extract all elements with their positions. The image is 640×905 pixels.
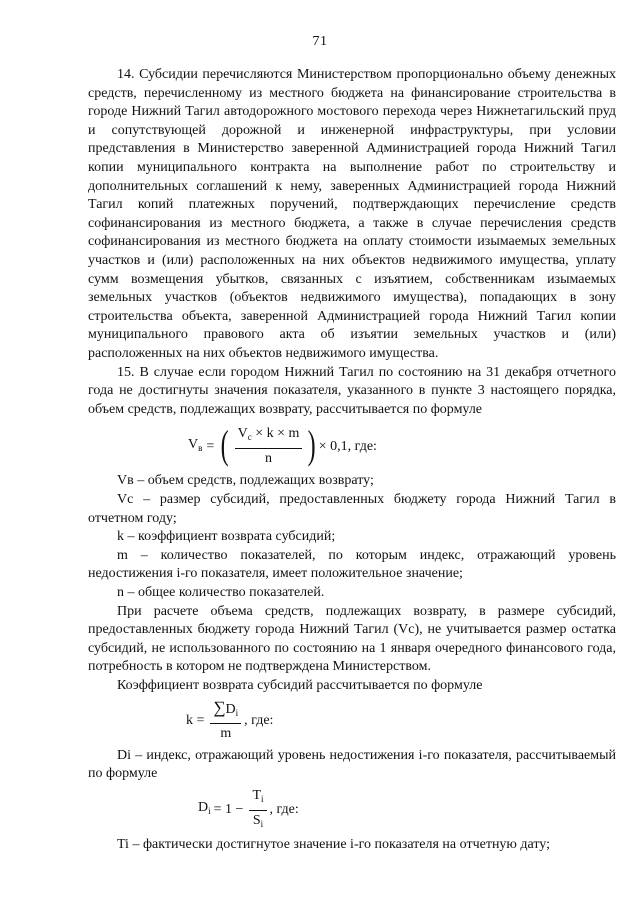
formula1-tail: × 0,1, где:: [318, 438, 377, 454]
formula1-lhs: $V_в$: [188, 437, 203, 454]
formula2-tail: , где:: [244, 712, 274, 728]
formula2-lhs: k =: [186, 712, 205, 728]
formula1-fraction: $\frac{V_с \times k \times m}{n}$: [235, 425, 303, 468]
paragraph-coefficient: Коэффициент возврата субсидий рассчитывается по формуле: [117, 678, 483, 693]
definition-m: m – количество показателей, по которым индекс, отражающий уровень недостижения i-го показателя, имеет положительное значение;: [88, 547, 616, 582]
formula-index: [198, 787, 616, 833]
formula3-fraction: $\frac{T_i}{S_i}$: [249, 787, 266, 833]
formula3-eq: = 1 −: [213, 801, 244, 817]
formula-return-volume: $V_в$ = ( $\frac{V_с \times k \times m}{n}$ ) × 0,1, где:: [188, 421, 377, 467]
formula-coefficient: [186, 699, 616, 744]
definition-n: n – общее количество показателей.: [117, 585, 325, 601]
definition-vv: Vв – объем средств, подлежащих возврату;: [117, 473, 374, 489]
formula3-tail: , где:: [269, 801, 299, 817]
page-number: 71: [312, 34, 328, 49]
paragraph-calculation: При расчете объема средств, подлежащих возврату, в размере субсидий, предоставленных бюджету города Нижний Тагил (Vс), не учитывается размер остатка субсидий, не использованного по состоянию на 1 января очередного финансового года, потребность в котором не подтверждена Министерством.: [88, 603, 616, 675]
paragraph-14: 14. Субсидии перечисляются Министерством пропорционально объему денежных средств, перечисленному из местного бюджета на финансирование строительства в городе Нижний Тагил автодорожного мостового перехода через Нижнетагильский пруд и сопутствующей дорожной и инженерной инфраструктуры, при условии представления в Министерство заверенной Администрацией города Нижний Тагил копии муниципального контракта на выполнение работ по строительству и дополнительных соглашений к нему, заверенных Администрацией города Нижний Тагил копий платежных поручений, подтверждающих перечисление средств софинансирования из местного бюджета, а также в случае перечисления средств софинансирования из местного бюджета на оплату стоимости изымаемых земельных участков и (или) расположенных на них объектов недвижимого имущества, уплату сумм возмещения убытков, связанных с изъятием, собственникам изымаемых земельных участков (объектов недвижимого имущества), попадающих в зону строительства объекта, заверенной Администрацией города Нижний Тагил копии муниципального правового акта об изъятии земельных участков и (или) расположенных на них объектов недвижимого имущества.: [88, 67, 616, 361]
document-body: [88, 66, 616, 855]
definition-k: k – коэффициент возврата субсидий;: [117, 529, 336, 545]
formula1-eq: =: [206, 438, 215, 454]
definition-ti: Ti – фактически достигнутое значение i-го показателя на отчетную дату;: [117, 837, 551, 853]
formula2-fraction: $\frac{\sum D_i}{m}$: [210, 699, 241, 744]
definition-vc: Vс – размер субсидий, предоставленных бюджету города Нижний Тагил в отчетном году;: [88, 492, 616, 526]
formula3-lhs: $D_i$: [198, 800, 211, 817]
paragraph-15: 15. В случае если городом Нижний Тагил по состоянию на 31 декабря отчетного года не достигнуты значения показателя, указанного в пункте 3 настоящего порядка, объем средств, подлежащих возврату, рассчитывается по формуле: [88, 364, 616, 417]
definition-di: Di – индекс, отражающий уровень недостижения i-го показателя, рассчитываемый по формуле: [88, 747, 616, 782]
